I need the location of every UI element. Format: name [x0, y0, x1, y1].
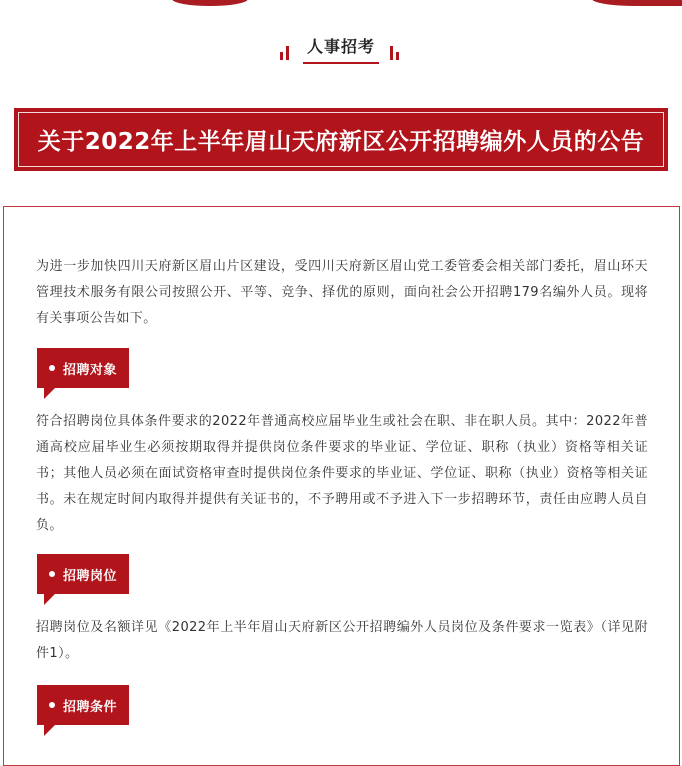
- top-decoration-right: [592, 0, 682, 6]
- decor-bars-right-icon: [390, 46, 399, 60]
- section-paragraph-positions: 招聘岗位及名额详见《2022年上半年眉山天府新区公开招聘编外人员岗位及条件要求一览表》（详见附件1）。: [36, 620, 648, 661]
- section-label: 招聘条件: [63, 699, 118, 715]
- top-decoration-left: [172, 0, 248, 6]
- tag-tail-icon: [44, 388, 55, 399]
- section-tag-conditions: [37, 685, 129, 736]
- category-title: 人事招考: [306, 37, 375, 56]
- section-label: 招聘对象: [63, 362, 118, 378]
- intro-paragraph: 为进一步加快四川天府新区眉山片区建设，受四川天府新区眉山党工委管委会相关部门委托，眉山环天管理技术服务有限公司按照公开、平等、竞争、择优的原则，面向社会公开招聘179名编外人员。现将有关事项公告如下。: [36, 259, 648, 326]
- section-paragraph-target: 符合招聘岗位具体条件要求的2022年普通高校应届毕业生或社会在职、非在职人员。其中：2022年普通高校应届毕业生必须按期取得并提供岗位条件要求的毕业证、学位证、职称（执业）资格等相关证书；其他人员必须在面试资格审查时提供岗位条件要求的毕业证、学位证、职称（执业）资格等相关证书。未在规定时间内取得并提供有关证书的，不予聘用或不予进入下一步招聘环节，责任由应聘人员自负。: [36, 414, 648, 533]
- category-header: [0, 34, 682, 70]
- title-frame: [18, 112, 664, 167]
- bullet-dot-icon: [49, 702, 55, 708]
- tag-tail-icon: [44, 725, 55, 736]
- bullet-dot-icon: [49, 365, 55, 371]
- section-tag-positions: [37, 554, 129, 605]
- title-banner: [14, 108, 668, 171]
- bullet-dot-icon: [49, 571, 55, 577]
- category-underline: [303, 62, 379, 64]
- section-label: 招聘岗位: [63, 568, 118, 584]
- section-tag-target: [37, 348, 129, 399]
- page-title: 关于2022年上半年眉山天府新区公开招聘编外人员的公告: [37, 129, 645, 155]
- tag-tail-icon: [44, 594, 55, 605]
